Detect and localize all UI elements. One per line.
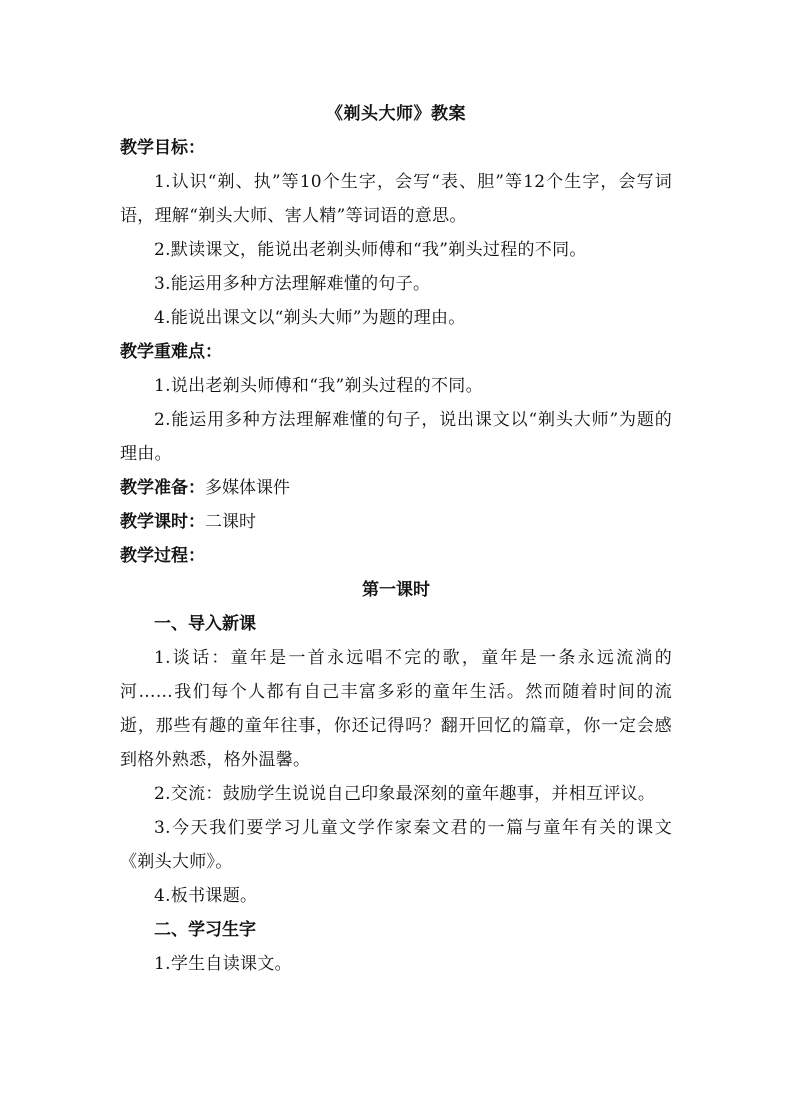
- key-point-item: 1.说出老剃头师傅和“我”剃头过程的不同。: [154, 376, 483, 396]
- part1-item: 4.板书课题。: [154, 886, 258, 906]
- part2-item: 1.学生自读课文。: [154, 954, 292, 974]
- prep-line: [120, 471, 672, 505]
- process-heading: 教学过程：: [120, 546, 205, 566]
- document-content: [120, 97, 672, 981]
- key-points-heading: 教学重难点：: [120, 342, 222, 362]
- lesson1-heading: 第一课时: [362, 580, 430, 600]
- goal-item: 3.能运用多种方法理解难懂的句子。: [154, 274, 431, 294]
- key-point-item: 2.能运用多种方法理解难懂的句子，说出课文以“剃头大师”为题的理由。: [120, 410, 672, 464]
- part1-item: 1.谈话：童年是一首永远唱不完的歌，童年是一条永远流淌的河……我们每个人都有自己丰富多彩的童年生活。然而随着时间的流逝，那些有趣的童年往事，你还记得吗？翻开回忆的篇章，你一定会感到格外熟悉，格外温馨。: [120, 648, 672, 770]
- part1-heading: 一、导入新课: [154, 614, 256, 634]
- goal-item: 1.认识“剃、执”等10个生字，会写“表、胆”等12个生字，会写词语，理解“剃头大师、害人精”等词语的意思。: [120, 172, 672, 226]
- goal-item: 4.能说出课文以“剃头大师”为题的理由。: [154, 308, 466, 328]
- hours-heading: 教学课时：: [120, 512, 205, 532]
- prep-heading: 教学准备：: [120, 478, 205, 498]
- goal-item: 2.默读课文，能说出老剃头师傅和“我”剃头过程的不同。: [154, 240, 587, 260]
- part1-item: 2.交流：鼓励学生说说自己印象最深刻的童年趣事，并相互评议。: [154, 784, 656, 804]
- part2-heading: 二、学习生字: [154, 920, 256, 940]
- prep-value: 多媒体课件: [205, 478, 290, 498]
- goals-heading: 教学目标：: [120, 138, 205, 158]
- document-title: 《剃头大师》教案: [326, 104, 466, 124]
- hours-value: 二课时: [205, 512, 256, 532]
- part1-item: 3.今天我们要学习儿童文学作家秦文君的一篇与童年有关的课文《剃头大师》。: [120, 818, 672, 872]
- hours-line: [120, 505, 672, 539]
